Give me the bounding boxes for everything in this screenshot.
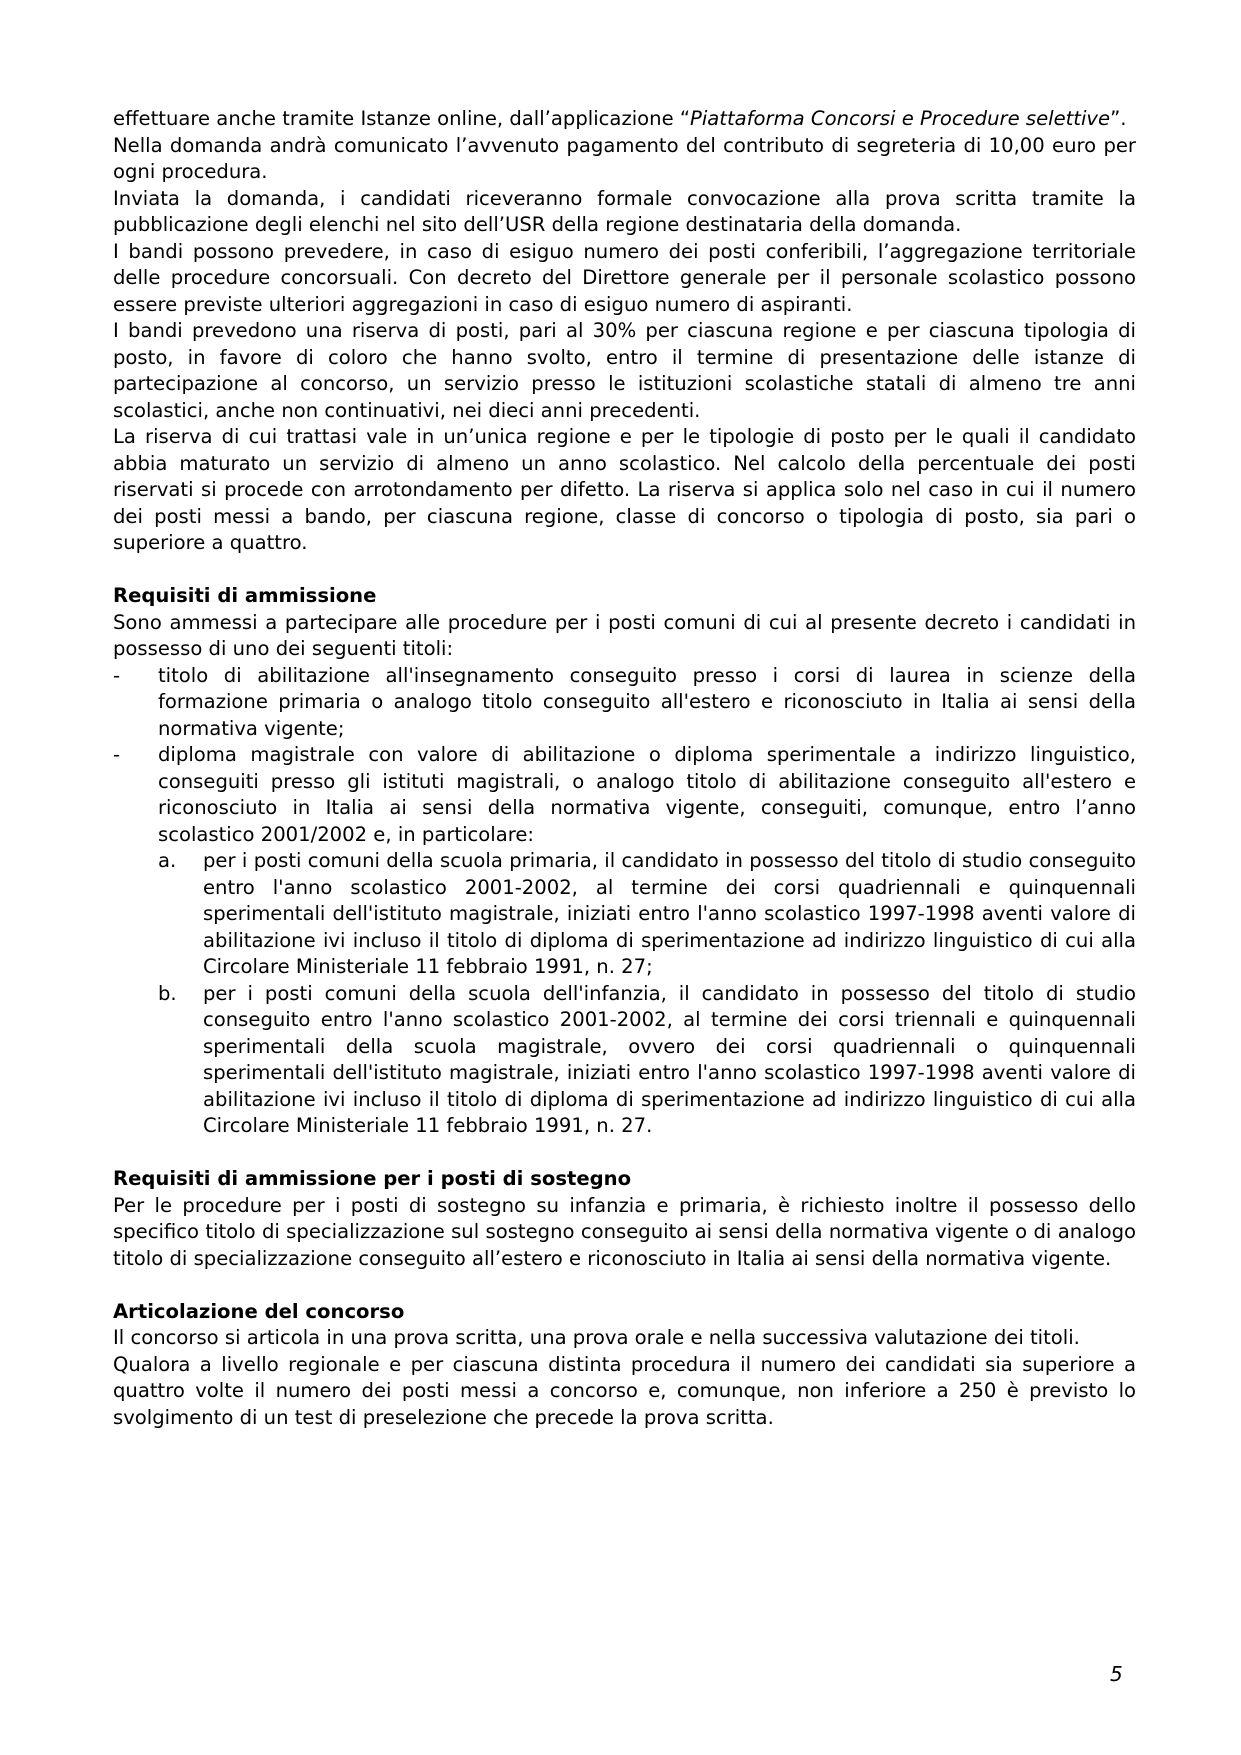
list-item-text: titolo di abilitazione all'insegnamento conseguito presso i corsi di laurea in scienze della formazione primaria o analogo titolo conseguito all'estero e riconosciuto in Italia ai sensi della normativa vigente;: [158, 663, 1136, 740]
list-marker: -: [113, 743, 121, 766]
section-spacer: [113, 557, 1136, 584]
requisiti-sublist: [113, 848, 1136, 1140]
intro-paragraph-4: I bandi possono prevedere, in caso di esiguo numero dei posti conferibili, l’aggregazione territoriale delle procedure concorsuali. Con decreto del Direttore generale per il personale scolastico possono essere previste ulteriori aggregazioni in caso di esiguo numero di aspiranti.: [113, 239, 1136, 316]
sublist-marker: a.: [158, 849, 177, 872]
requisiti-list: [113, 663, 1136, 849]
intro-paragraph-6: La riserva di cui trattasi vale in un’unica regione e per le tipologie di posto per le quali il candidato abbia maturato un servizio di almeno un anno scolastico. Nel calcolo della percentuale dei posti riservati si procede con arrotondamento per difetto. La riserva si applica solo nel caso in cui il numero dei posti messi a bando, per ciascuna regione, classe di concorso o tipologia di posto, sia pari o superiore a quattro.: [113, 425, 1136, 554]
intro-p1-text: effettuare anche tramite Istanze online, dall’applicazione “: [113, 107, 691, 130]
section-heading-articolazione: Articolazione del concorso: [113, 1299, 405, 1323]
list-item: [113, 742, 1136, 848]
section-spacer: [113, 1272, 1136, 1299]
section-heading-sostegno: Requisiti di ammissione per i posti di sostegno: [113, 1167, 632, 1190]
intro-paragraph-3: Inviata la domanda, i candidati riceveranno formale convocazione alla prova scritta tramite la pubblicazione degli elenchi nel sito dell’USR della regione destinataria della domanda.: [113, 186, 1136, 236]
intro-paragraph-2: Nella domanda andrà comunicato l’avvenuto pagamento del contributo di segreteria di 10,00 euro per ogni procedura.: [113, 133, 1136, 183]
sublist-item-text: per i posti comuni della scuola primaria, il candidato in possesso del titolo di studio conseguito entro l'anno scolastico 2001-2002, al termine dei corsi quadriennali e quinquennali sperimentali dell'istituto magistrale, iniziati entro l'anno scolastico 1997-1998 aventi valore di abilitazione ivi incluso il titolo di diploma di sperimentazione ad indirizzo linguistico di cui alla Circolare Ministeriale 11 febbraio 1991, n. 27;: [203, 849, 1136, 978]
sublist-item: [113, 848, 1136, 981]
list-marker: -: [113, 663, 121, 687]
intro-p1-end: ”.: [1110, 107, 1127, 130]
sublist-item-text: per i posti comuni della scuola dell'infanzia, il candidato in possesso del titolo di studio conseguito entro l'anno scolastico 2001-2002, al termine dei corsi triennali e quinquennali sperimentali della scuola magistrale, ovvero dei corsi quadriennali o quinquennali sperimentali dell'istituto magistrale, iniziati entro l'anno scolastico 1997-1998 aventi valore di abilitazione ivi incluso il titolo di diploma di sperimentazione ad indirizzo linguistico di cui alla Circolare Ministeriale 11 febbraio 1991, n. 27.: [203, 981, 1136, 1137]
sostegno-paragraph: Per le procedure per i posti di sostegno su infanzia e primaria, è richiesto inoltre il possesso dello specifico titolo di specializzazione sul sostegno conseguito ai sensi della normativa vigente o di analogo titolo di specializzazione conseguito all’estero e riconosciuto in Italia ai sensi della normativa vigente.: [113, 1193, 1136, 1270]
list-item: [113, 663, 1136, 743]
sublist-item: [113, 981, 1136, 1140]
articolazione-paragraph-1: Il concorso si articola in una prova scritta, una prova orale e nella successiva valutazione dei titoli.: [113, 1326, 1080, 1349]
requisiti-intro: Sono ammessi a partecipare alle procedure per i posti comuni di cui al presente decreto i candidati in possesso di uno dei seguenti titoli:: [113, 610, 1136, 660]
document-body: [113, 106, 1136, 1431]
list-item-text: diploma magistrale con valore di abilitazione o diploma sperimentale a indirizzo linguistico, conseguiti presso gli istituti magistrali, o analogo titolo di abilitazione conseguito all'estero e riconosciuto in Italia ai sensi della normativa vigente, conseguiti, comunque, entro l’anno scolastico 2001/2002 e, in particolare:: [158, 743, 1136, 846]
intro-paragraph-1: [113, 106, 1136, 133]
sublist-marker: b.: [158, 981, 177, 1005]
section-spacer: [113, 1140, 1136, 1167]
page-number: 5: [1110, 1662, 1123, 1686]
intro-paragraph-5: I bandi prevedono una riserva di posti, pari al 30% per ciascuna regione e per ciascuna tipologia di posto, in favore di coloro che hanno svolto, entro il termine di presentazione delle istanze di partecipazione al concorso, un servizio presso le istituzioni scolastiche statali di almeno tre anni scolastici, anche non continuativi, nei dieci anni precedenti.: [113, 319, 1136, 422]
section-heading-requisiti: Requisiti di ammissione: [113, 584, 377, 607]
articolazione-paragraph-2: Qualora a livello regionale e per ciascuna distinta procedura il numero dei candidati sia superiore a quattro volte il numero dei posti messi a concorso e, comunque, non inferiore a 250 è previsto lo svolgimento di un test di preselezione che precede la prova scritta.: [113, 1352, 1136, 1429]
platform-name: Piattaforma Concorsi e Procedure selettive: [690, 107, 1111, 130]
